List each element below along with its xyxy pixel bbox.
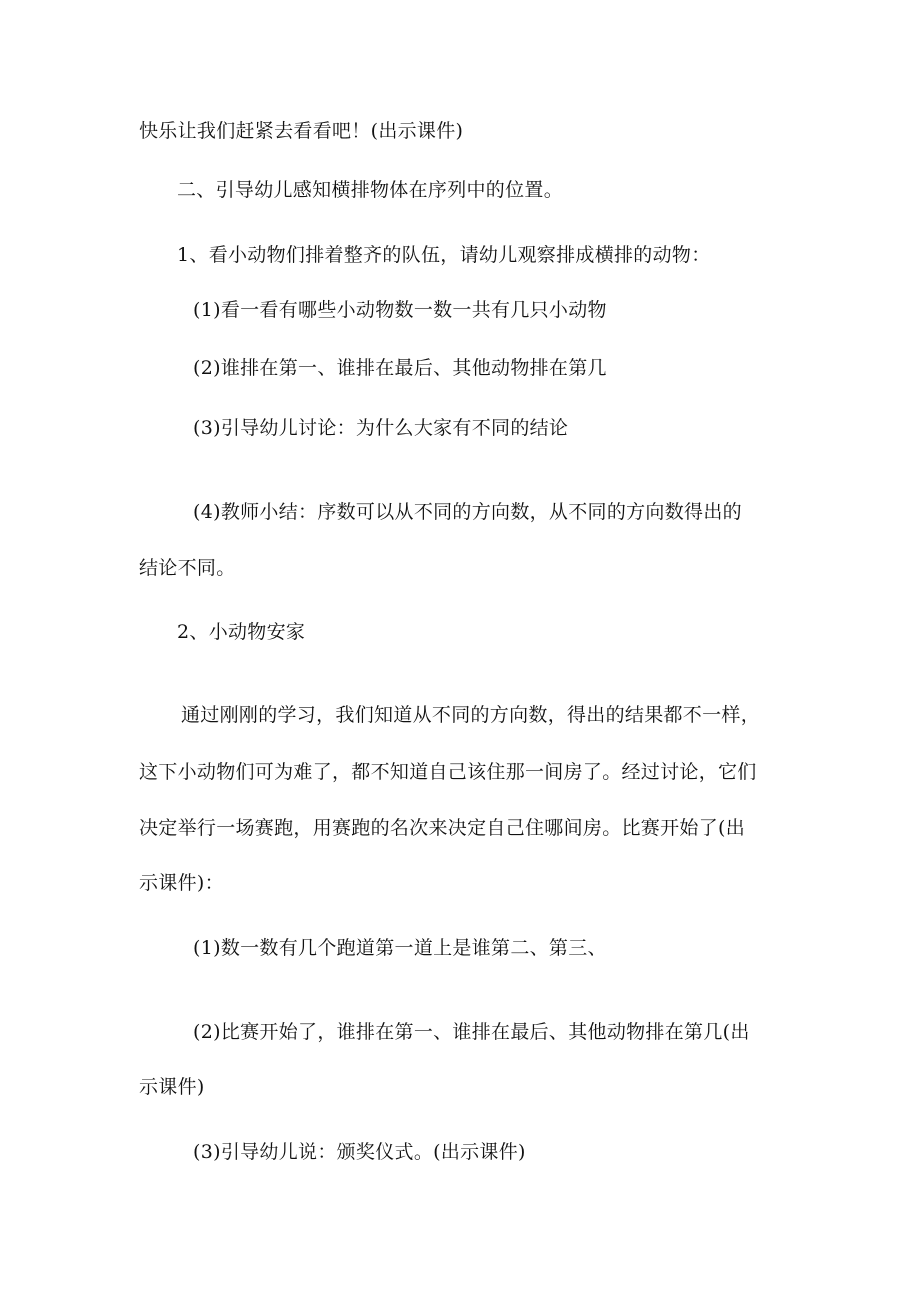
step-2-paragraph-line-2: 这下小动物们可为难了，都不知道自己该住那一间房了。经过讨论，它们 — [139, 761, 757, 783]
step-2-paragraph-line-3: 决定举行一场赛跑，用赛跑的名次来决定自己住哪间房。比赛开始了(出 — [139, 817, 746, 839]
paragraph-intro-end: 快乐让我们赶紧去看看吧！(出示课件) — [139, 120, 464, 142]
step-1-item-4-continued: 结论不同。 — [139, 557, 236, 579]
step-2-paragraph-line-1: 通过刚刚的学习，我们知道从不同的方向数，得出的结果都不一样， — [181, 704, 761, 726]
step-2-item-1: (1)数一数有几个跑道第一道上是谁第二、第三、 — [193, 937, 607, 959]
section-heading-2: 二、引导幼儿感知横排物体在序列中的位置。 — [177, 179, 564, 201]
step-1-item-1: (1)看一看有哪些小动物数一数一共有几只小动物 — [193, 299, 607, 321]
step-2-item-3: (3)引导幼儿说：颁奖仪式。(出示课件) — [193, 1141, 526, 1163]
step-2-item-2: (2)比赛开始了，谁排在第一、谁排在最后、其他动物排在第几(出 — [193, 1021, 750, 1043]
step-2-item-2-continued: 示课件) — [139, 1076, 205, 1098]
step-1-item-4: (4)教师小结：序数可以从不同的方向数，从不同的方向数得出的 — [193, 501, 742, 523]
step-1-item-2: (2)谁排在第一、谁排在最后、其他动物排在第几 — [193, 357, 607, 379]
step-1-item-3: (3)引导幼儿讨论：为什么大家有不同的结论 — [193, 417, 569, 439]
step-2-paragraph-line-4: 示课件)： — [139, 872, 224, 894]
step-1-heading: 1、看小动物们排着整齐的队伍，请幼儿观察排成横排的动物： — [177, 244, 711, 266]
step-2-heading: 2、小动物安家 — [177, 621, 306, 643]
